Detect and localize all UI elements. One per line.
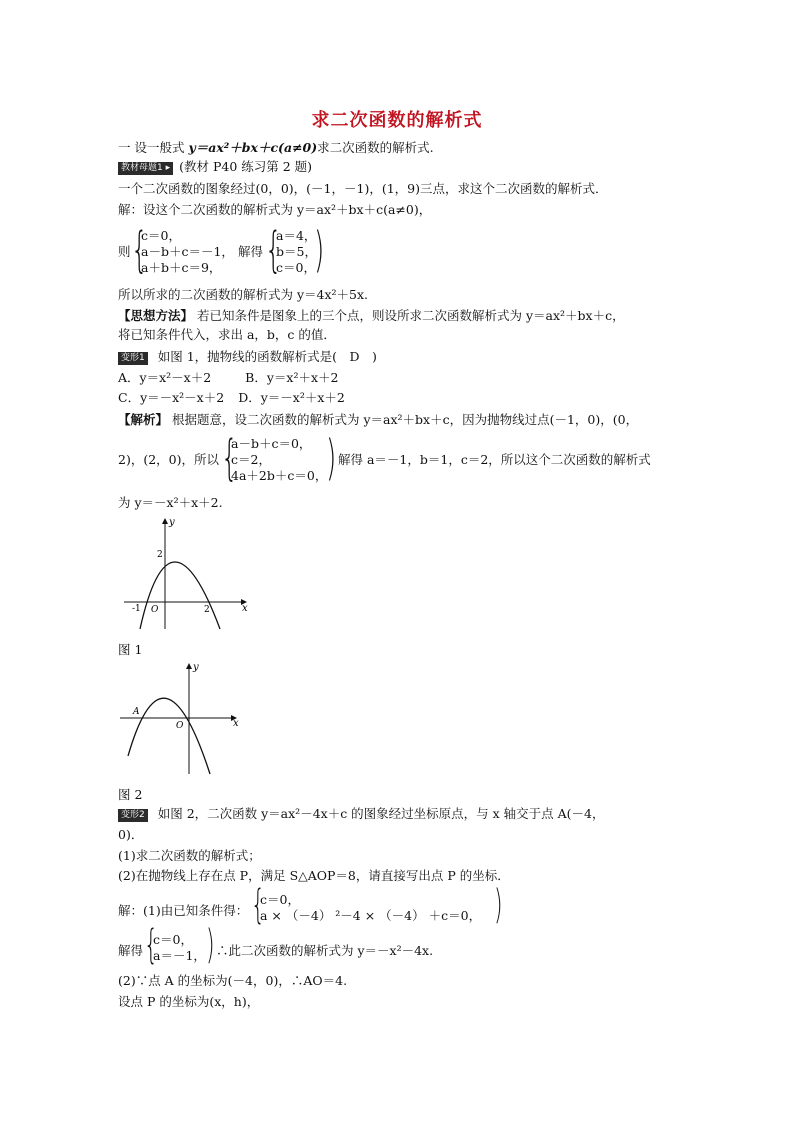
section-tail: 求二次函数的解析式. <box>317 140 434 155</box>
analysis-line-3: 为 y＝－x²＋x＋2. <box>118 495 223 510</box>
variant2-question <box>118 806 605 822</box>
variant2-question-cont: 0)． <box>118 827 144 842</box>
variant2-solution-1: 解：(1)由已知条件得： <box>118 903 249 918</box>
variant2-solution-3: 设点 P 的坐标为(x，h)， <box>118 994 260 1009</box>
parabola <box>128 698 210 774</box>
equation: b＝5， <box>276 244 317 259</box>
analysis-system <box>231 436 327 484</box>
figure-2-caption: 图 2 <box>118 787 143 802</box>
analysis-label: 【解析】 <box>118 412 169 427</box>
equation: c＝0， <box>153 932 193 947</box>
variant2-system-1 <box>260 892 481 924</box>
right-brace: ) <box>326 430 337 486</box>
textbook-ref: (教材 P40 练习第 2 题) <box>179 159 313 174</box>
left-brace: { <box>251 882 265 928</box>
x-label: x <box>242 603 248 614</box>
equation: a × （－4） ²－4 × （－4） ＋c＝0， <box>260 908 482 923</box>
option-c: C．y＝－x²－x＋2 <box>118 390 225 405</box>
variant1-tag: 变形1 <box>118 352 148 365</box>
variant2-solution-2: (2)∵点 A 的坐标为(－4，0)，∴AO＝4. <box>118 973 348 988</box>
system-1 <box>141 228 234 276</box>
variant2-solution-tail: ∴此二次函数的解析式为 y＝－x²－4x. <box>216 943 434 958</box>
variant1-question-text: 如图 1，抛物线的函数解析式是( D ) <box>157 349 377 364</box>
equation: a＋b＋c＝9， <box>141 260 222 275</box>
equation: 4a＋2b＋c＝0， <box>231 468 328 483</box>
x-label: x <box>233 718 239 729</box>
method-label: 【思想方法】 <box>118 308 194 323</box>
analysis-line-2a: 2)，(2，0)，所以 <box>118 452 219 467</box>
tick-label: 2 <box>157 550 163 560</box>
general-formula: y＝ax²＋bx＋c(a≠0) <box>188 140 318 155</box>
system-2 <box>276 228 317 276</box>
left-brace: { <box>265 222 282 278</box>
y-label: y <box>169 517 175 528</box>
equation: c＝0， <box>260 892 300 907</box>
left-brace: { <box>131 222 148 278</box>
variant2-part-1: (1)求二次函数的解析式； <box>118 848 261 863</box>
tick-label: 2 <box>204 605 210 615</box>
option-d: D．y＝－x²＋x＋2 <box>238 390 345 405</box>
then-word: 则 <box>118 244 131 259</box>
equation: c＝0， <box>276 260 316 275</box>
right-brace: ) <box>494 882 503 928</box>
option-row <box>118 370 338 386</box>
parabola <box>140 562 220 629</box>
equation: a－b＋c＝0， <box>231 436 312 451</box>
method-line-1 <box>118 308 625 324</box>
left-brace: { <box>221 430 238 486</box>
origin-label: O <box>151 605 159 615</box>
equation: a＝4， <box>276 228 317 243</box>
right-brace: ) <box>206 922 215 968</box>
method-text: 若已知条件是图象上的三个点，则设所求二次函数解析式为 y＝ax²＋bx＋c， <box>197 308 625 323</box>
figure-1-graph <box>118 515 250 633</box>
variant2-question-text: 如图 2，二次函数 y＝ax²－4x＋c 的图象经过坐标原点，与 x 轴交于点 A(－4， <box>157 806 605 821</box>
section-heading <box>118 140 434 156</box>
figure-2-graph <box>118 660 240 778</box>
right-brace: ) <box>314 222 325 278</box>
analysis-line-2b: 解得 a＝－1，b＝1，c＝2，所以这个二次函数的解析式 <box>338 452 651 467</box>
variant2-system-2 <box>153 932 206 964</box>
variant1-question <box>118 349 377 365</box>
y-label: y <box>193 662 199 673</box>
point-a-label: A <box>133 707 140 717</box>
method-line-2: 将已知条件代入，求出 a，b，c 的值． <box>118 327 336 342</box>
textbook-tag: 教材母题1 ▸ <box>118 162 173 175</box>
page-title: 求二次函数的解析式 <box>311 110 483 131</box>
figure-1-caption: 图 1 <box>118 642 143 657</box>
equation: a－b＋c＝－1， <box>141 244 234 259</box>
equation: c＝0， <box>141 228 181 243</box>
option-a: A．y＝x²－x＋2 <box>118 370 212 385</box>
analysis-text: 根据题意，设二次函数的解析式为 y＝ax²＋bx＋c，因为抛物线过点(－1，0)，(0， <box>172 412 639 427</box>
textbook-solution-line: 解：设这个二次函数的解析式为 y＝ax²＋bx＋c(a≠0)， <box>118 202 432 217</box>
origin-label: O <box>176 721 184 731</box>
textbook-ref-line <box>118 159 312 175</box>
section-label: 一 设一般式 <box>118 140 185 155</box>
equation: a＝－1， <box>153 948 206 963</box>
left-brace: { <box>144 922 158 968</box>
equation: c＝2， <box>231 452 271 467</box>
analysis-line-1 <box>118 412 638 428</box>
variant2-tag: 变形2 <box>118 809 148 822</box>
textbook-problem: 一个二次函数的图象经过(0，0)，(－1，－1)，(1，9)三点，求这个二次函数的解析式． <box>118 181 608 196</box>
option-row <box>118 390 345 406</box>
solved-word: 解得 <box>238 244 264 259</box>
variant2-solved-word: 解得 <box>118 943 144 958</box>
tick-label: -1 <box>132 604 141 614</box>
variant2-part-2: (2)在抛物线上存在点 P，满足 S△AOP＝8，请直接写出点 P 的坐标． <box>118 868 510 883</box>
textbook-conclusion: 所以所求的二次函数的解析式为 y＝4x²＋5x. <box>118 287 369 302</box>
option-b: B．y＝x²＋x＋2 <box>245 370 339 385</box>
